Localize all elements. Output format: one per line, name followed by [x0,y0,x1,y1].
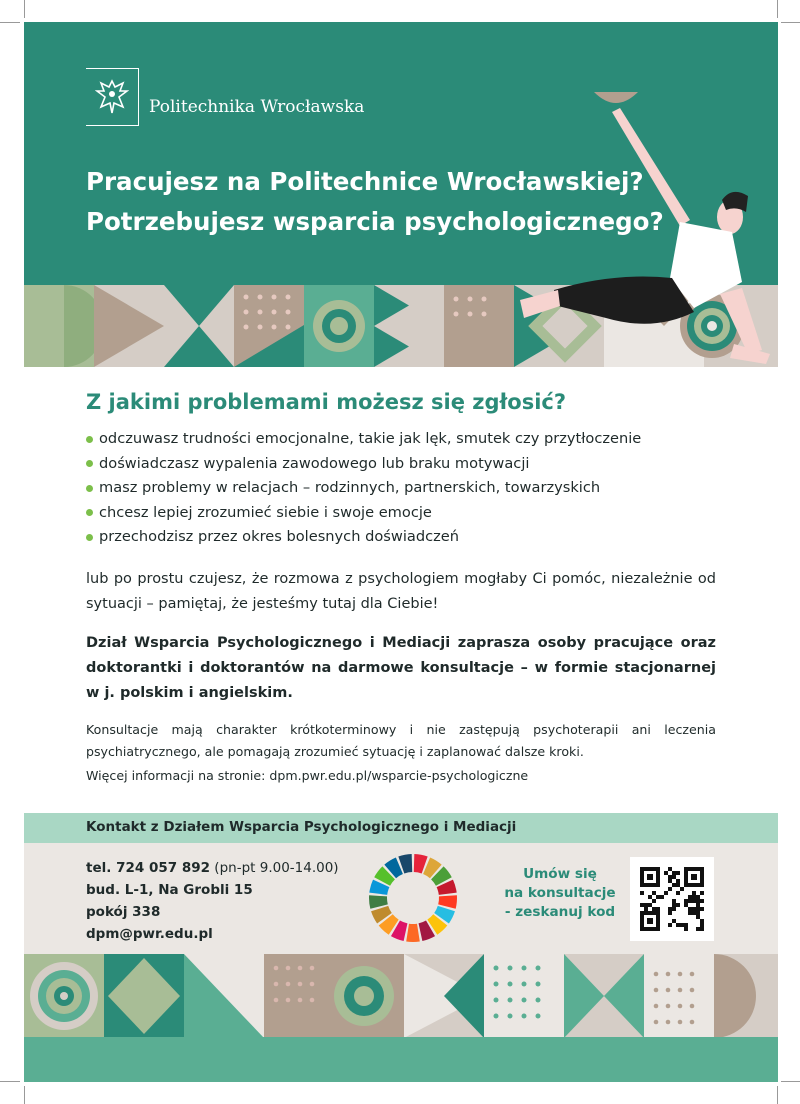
crop-mark [777,1086,778,1104]
list-item: doświadczasz wypalenia zawodowego lub braku motywacji [86,452,641,477]
support-paragraph: lub po prostu czujesz, że rozmowa z psychologiem mogłaby Ci pomóc, niezależnie od sytuacji – pamiętaj, że jesteśmy tutaj dla Ciebie! [86,571,716,612]
invitation-paragraph: Dział Wsparcia Psychologicznego i Mediacji zaprasza osoby pracujące oraz doktorantki i doktorantów na darmowe konsultacje – w formie stacjonarnej w j. polskim i angielskim. [86,635,716,701]
cta-line-3: - zeskanuj kod [504,904,616,920]
qr-code-icon[interactable] [630,857,714,941]
phone-line [86,857,339,879]
list-item: chcesz lepiej zrozumieć siebie i swoje emocje [86,501,641,526]
crop-mark [0,1081,20,1082]
list-item: przechodzisz przez okres bolesnych doświadczeń [86,525,641,550]
sdg-segment [369,895,388,909]
contact-heading: Kontakt z Działem Wsparcia Psychologicznego i Mediacji [86,819,517,835]
headline-line-1: Pracujesz na Politechnice Wrocławskiej? [86,167,644,196]
cta-line-2: na konsultacje [504,885,616,901]
crop-mark [777,0,778,18]
list-item: odczuwasz trudności emocjonalne, takie jak lęk, smutek czy przytłoczenie [86,427,641,452]
room-number: pokój 338 [86,904,161,920]
building-address: bud. L-1, Na Grobli 15 [86,882,253,898]
footer-bar [24,1037,778,1082]
crop-mark [781,22,800,23]
problems-heading: Z jakimi problemami możesz się zgłosić? [86,390,567,414]
crop-mark [0,22,20,23]
disclaimer-paragraph: Konsultacje mają charakter krótkoterminowy i nie zastępują psychoterapii ani leczenia psychiatrycznego, ale pomagają zrozumieć sytuację i zaplanować dalsze kroki. [86,722,716,759]
crop-mark [24,0,25,18]
sdg-segment [406,924,420,942]
contact-panel [24,843,778,954]
scan-call-to-action [500,865,620,922]
contact-header-bar [24,813,778,843]
phone-number[interactable]: tel. 724 057 892 [86,860,211,876]
list-item: masz problemy w relacjach – rodzinnych, partnerskich, towarzyskich [86,476,641,501]
cta-line-1: Umów się [523,866,597,882]
university-name: Politechnika Wrocławska [149,97,365,117]
office-hours: (pn-pt 9.00-14.00) [210,860,339,876]
bottom-pattern-band [24,954,778,1038]
problems-list [86,427,641,550]
headline-line-2: Potrzebujesz wsparcia psychologicznego? [86,207,664,236]
poster [24,22,778,1082]
sdg-segment [438,895,457,909]
crop-mark [24,1086,25,1104]
university-logo [86,68,364,126]
crop-mark [781,1081,800,1082]
email-address[interactable]: dpm@pwr.edu.pl [86,926,213,942]
person-illustration [494,82,778,367]
sdg-wheel-icon [366,851,460,945]
eagle-emblem-icon [86,68,139,126]
contact-details [86,857,339,945]
more-info-link[interactable]: Więcej informacji na stronie: dpm.pwr.edu.pl/wsparcie-psychologiczne [86,768,529,783]
